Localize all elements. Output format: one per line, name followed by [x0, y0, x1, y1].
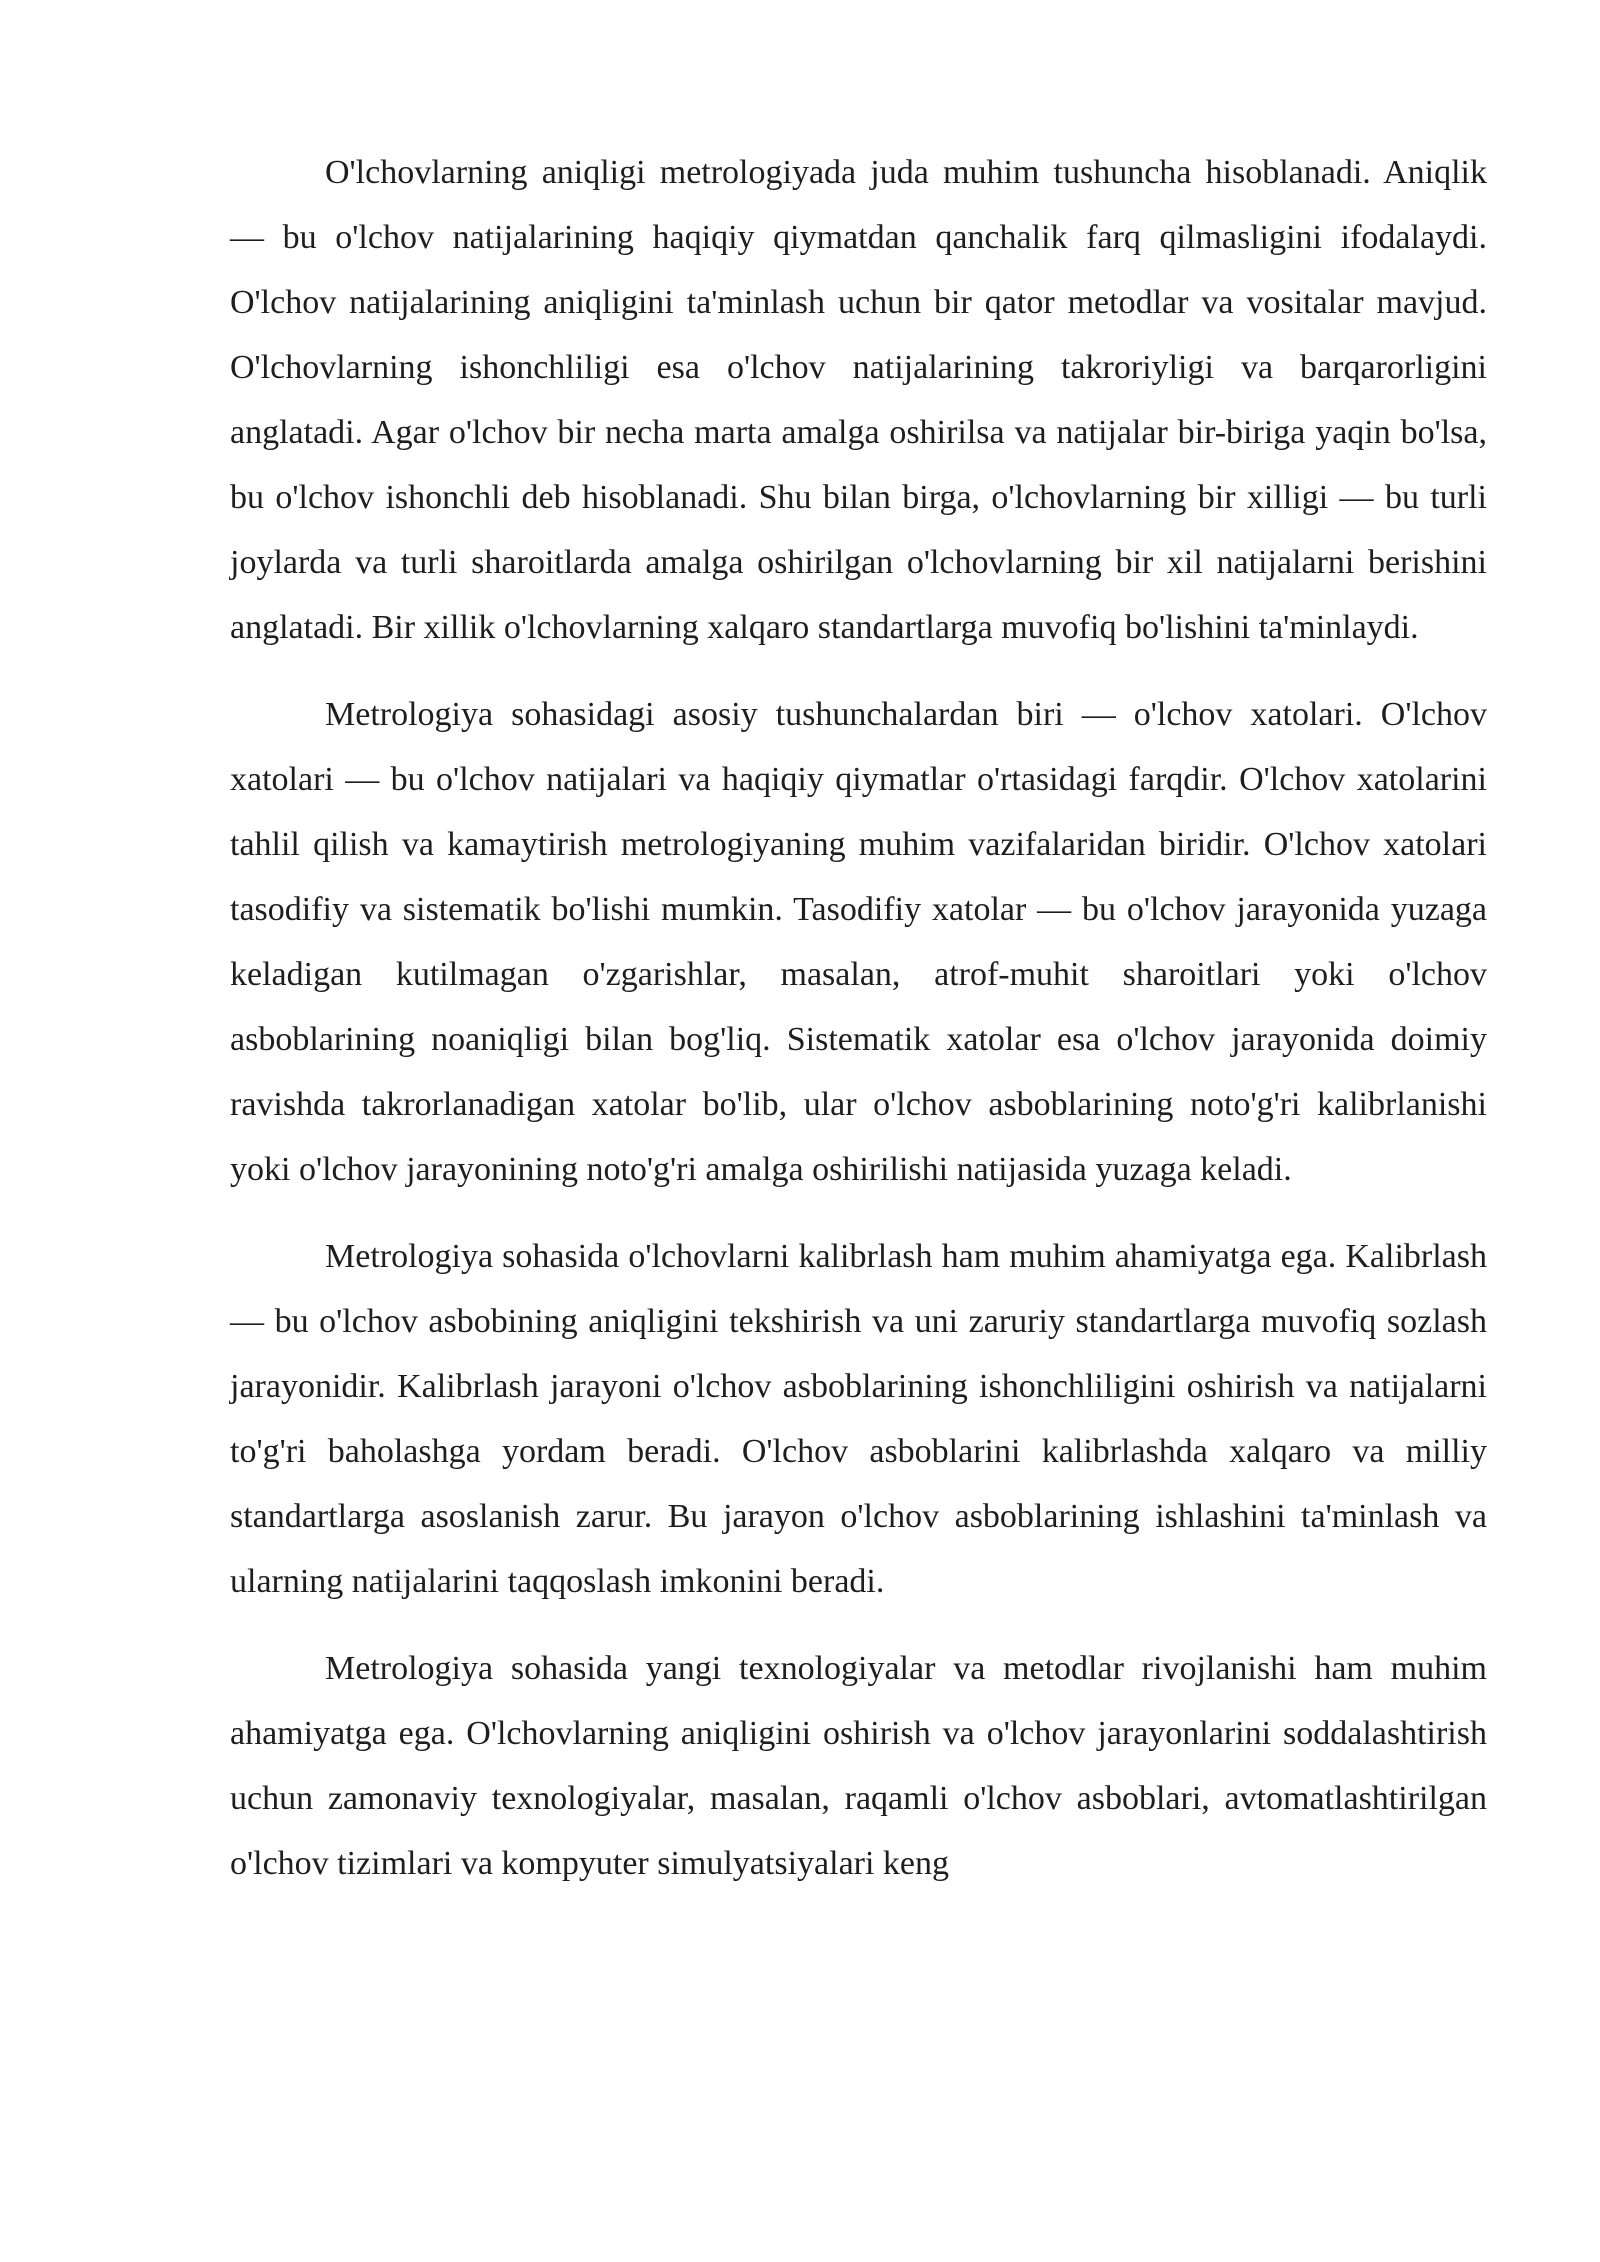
paragraph-calibration: Metrologiya sohasida o'lchovlarni kalibrlash ham muhim ahamiyatga ega. Kalibrlash — bu o'lchov asbobining aniqligini tekshirish va uni zaruriy standartlarga muvofiq sozlash jarayonidir. Kalibrlash jarayoni o'lchov asboblarining ishonchliligini oshirish va natijalarni to'g'ri baholashga yordam beradi. O'lchov asboblarini kalibrlashda xalqaro va milliy standartlarga asoslanish zarur. Bu jarayon o'lchov asboblarining ishlashini ta'minlash va ularning natijalarini taqqoslash imkonini beradi. — [230, 1238, 1487, 1600]
paragraph-new-technologies: Metrologiya sohasida yangi texnologiyalar va metodlar rivojlanishi ham muhim ahamiyatga ega. O'lchovlarning aniqligini oshirish va o'lchov jarayonlarini soddalashtirish uchun zamonaviy texnologiyalar, masalan, raqamli o'lchov asboblari, avtomatlashtirilgan o'lchov tizimlari va kompyuter simulyatsiyalari keng — [230, 1650, 1487, 1882]
paragraph-measurement-accuracy: O'lchovlarning aniqligi metrologiyada juda muhim tushuncha hisoblanadi. Aniqlik — bu o'lchov natijalarining haqiqiy qiymatdan qanchalik farq qilmasligini ifodalaydi. O'lchov natijalarining aniqligini ta'minlash uchun bir qator metodlar va vositalar mavjud. O'lchovlarning ishonchliligi esa o'lchov natijalarining takroriyligi va barqarorligini anglatadi. Agar o'lchov bir necha marta amalga oshirilsa va natijalar bir-biriga yaqin bo'lsa, bu o'lchov ishonchli deb hisoblanadi. Shu bilan birga, o'lchovlarning bir xilligi — bu turli joylarda va turli sharoitlarda amalga oshirilgan o'lchovlarning bir xil natijalarni berishini anglatadi. Bir xillik o'lchovlarning xalqaro standartlarga muvofiq bo'lishini ta'minlaydi. — [230, 154, 1487, 646]
paragraph-measurement-errors: Metrologiya sohasidagi asosiy tushunchalardan biri — o'lchov xatolari. O'lchov xatolari — bu o'lchov natijalari va haqiqiy qiymatlar o'rtasidagi farqdir. O'lchov xatolarini tahlil qilish va kamaytirish metrologiyaning muhim vazifalaridan biridir. O'lchov xatolari tasodifiy va sistematik bo'lishi mumkin. Tasodifiy xatolar — bu o'lchov jarayonida yuzaga keladigan kutilmagan o'zgarishlar, masalan, atrof-muhit sharoitlari yoki o'lchov asboblarining noaniqligi bilan bog'liq. Sistematik xatolar esa o'lchov jarayonida doimiy ravishda takrorlanadigan xatolar bo'lib, ular o'lchov asboblarining noto'g'ri kalibrlanishi yoki o'lchov jarayonining noto'g'ri amalga oshirilishi natijasida yuzaga keladi. — [230, 696, 1487, 1188]
document-body — [230, 140, 1487, 1918]
